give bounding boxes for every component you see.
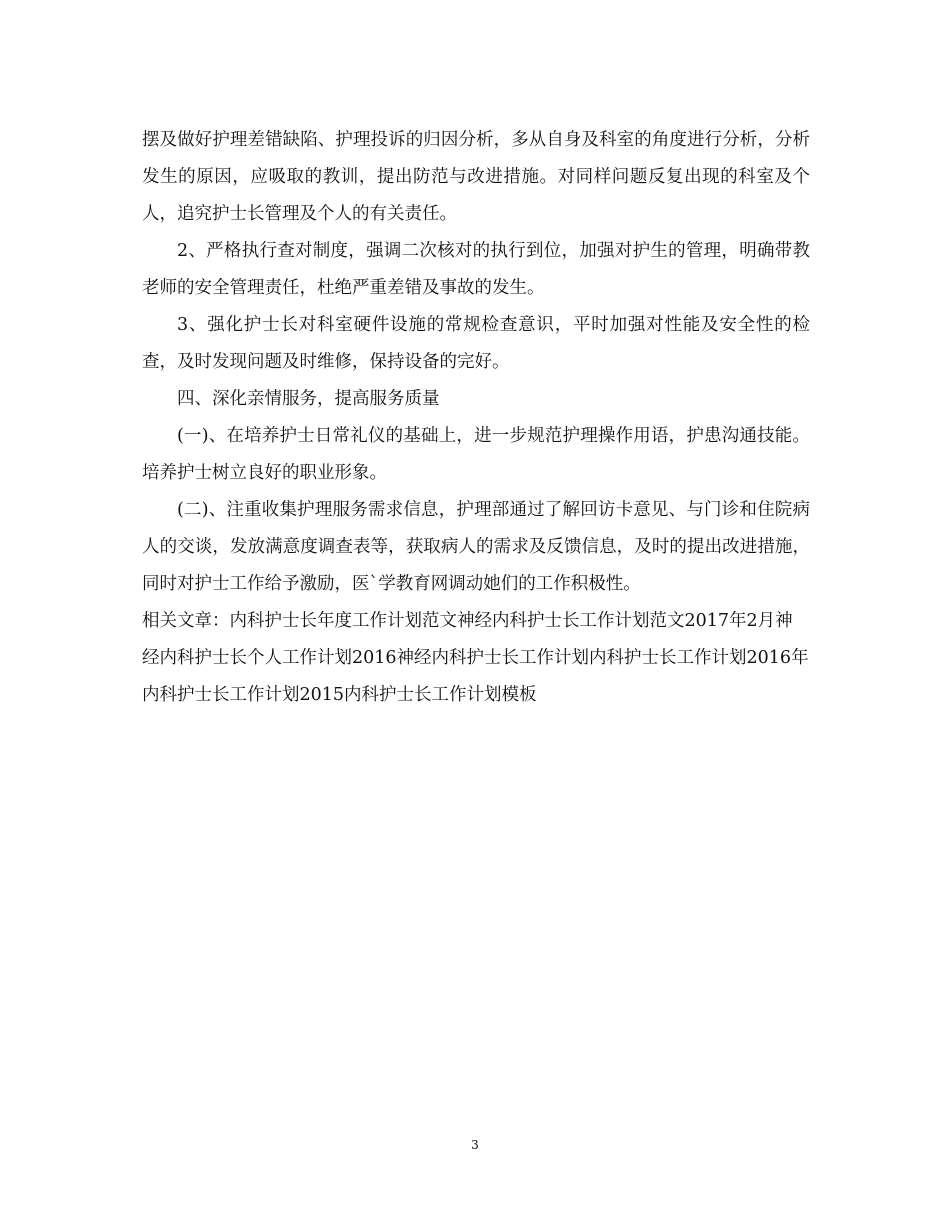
- paragraph-etiquette-training: (一)、在培养护士日常礼仪的基础上，进一步规范护理操作用语，护患沟通技能。培养护士树立良好的职业形象。: [142, 426, 810, 483]
- paragraph-error-analysis: 摆及做好护理差错缺陷、护理投诉的归因分析，多从自身及科室的角度进行分析，分析发生的原因，应吸取的教训，提出防范与改进措施。对同样问题反复出现的科室及个人，追究护士长管理及个人的有关责任。: [142, 130, 810, 224]
- paragraph-check-system: 2、严格执行查对制度，强调二次核对的执行到位，加强对护生的管理，明确带教老师的安全管理责任，杜绝严重差错及事故的发生。: [142, 241, 810, 298]
- page-number: 3: [471, 1138, 479, 1152]
- paragraph-equipment-inspection: 3、强化护士长对科室硬件设施的常规检查意识，平时加强对性能及安全性的检查，及时发现问题及时维修，保持设备的完好。: [142, 315, 810, 372]
- document-body: [142, 122, 810, 714]
- section-heading-service-quality: 四、深化亲情服务，提高服务质量: [177, 389, 440, 409]
- related-articles: 相关文章：内科护士长年度工作计划范文神经内科护士长工作计划范文2017年2月神经内科护士长个人工作计划2016神经内科护士长工作计划内科护士长工作计划2016年内科护士长工作计划2015内科护士长工作计划模板: [142, 611, 809, 705]
- paragraph-service-feedback: (二)、注重收集护理服务需求信息，护理部通过了解回访卡意见、与门诊和住院病人的交谈，发放满意度调查表等，获取病人的需求及反馈信息，及时的提出改进措施，同时对护士工作给予激励，医`学教育网调动她们的工作积极性。: [142, 500, 810, 594]
